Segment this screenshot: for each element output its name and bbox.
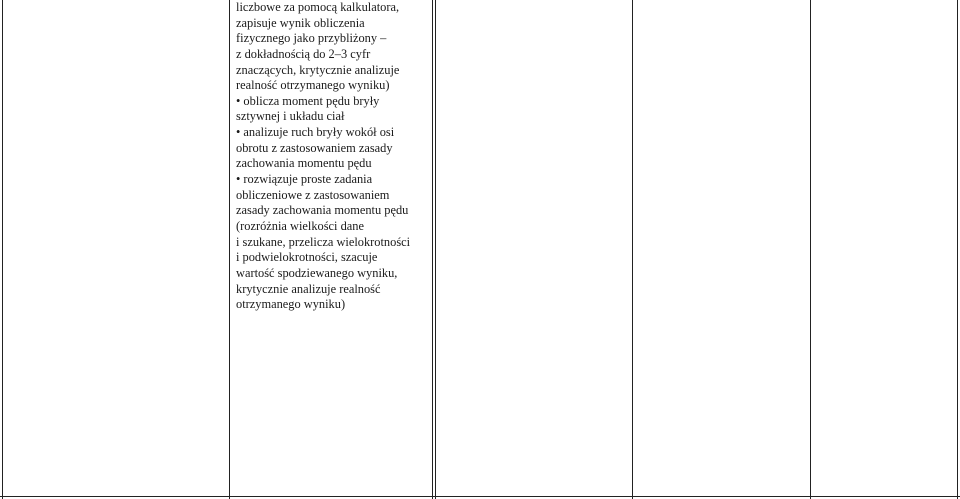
cell-line: znaczących, krytycznie analizuje (236, 62, 400, 77)
table-border-right (957, 0, 958, 499)
cell-line: zachowania momentu pędu (236, 156, 372, 171)
bullet-item: • rozwiązuje proste zadania (236, 172, 373, 187)
table-column-divider-2 (432, 0, 433, 499)
cell-line: (rozróżnia wielkości dane (236, 218, 364, 233)
bullet-item: • oblicza moment pędu bryły (236, 93, 380, 108)
cell-line: obrotu z zastosowaniem zasady (236, 140, 393, 155)
table-column-divider-5 (810, 0, 811, 499)
requirements-cell-text (236, 0, 426, 313)
cell-line: obliczeniowe z zastosowaniem (236, 187, 390, 202)
cell-line: krytycznie analizuje realność (236, 281, 381, 296)
cell-line: liczbowe za pomocą kalkulatora, (236, 0, 400, 14)
bullet-item: • analizuje ruch bryły wokół osi (236, 125, 395, 140)
table-column-divider-4 (632, 0, 633, 499)
cell-line: zapisuje wynik obliczenia (236, 15, 365, 30)
table-column-divider-1 (229, 0, 230, 499)
table-border-bottom (0, 496, 960, 497)
table-column-divider-3 (435, 0, 436, 499)
cell-line: i szukane, przelicza wielokrotności (236, 234, 411, 249)
cell-line: otrzymanego wyniku) (236, 297, 346, 312)
cell-line: z dokładnością do 2–3 cyfr (236, 46, 371, 61)
cell-line: fizycznego jako przybliżony – (236, 31, 387, 46)
cell-line: realność otrzymanego wyniku) (236, 78, 390, 93)
cell-line: wartość spodziewanego wyniku, (236, 265, 398, 280)
table-border-left (2, 0, 3, 499)
cell-line: sztywnej i układu ciał (236, 109, 345, 124)
cell-line: zasady zachowania momentu pędu (236, 203, 409, 218)
cell-line: i podwielokrotności, szacuje (236, 250, 378, 265)
